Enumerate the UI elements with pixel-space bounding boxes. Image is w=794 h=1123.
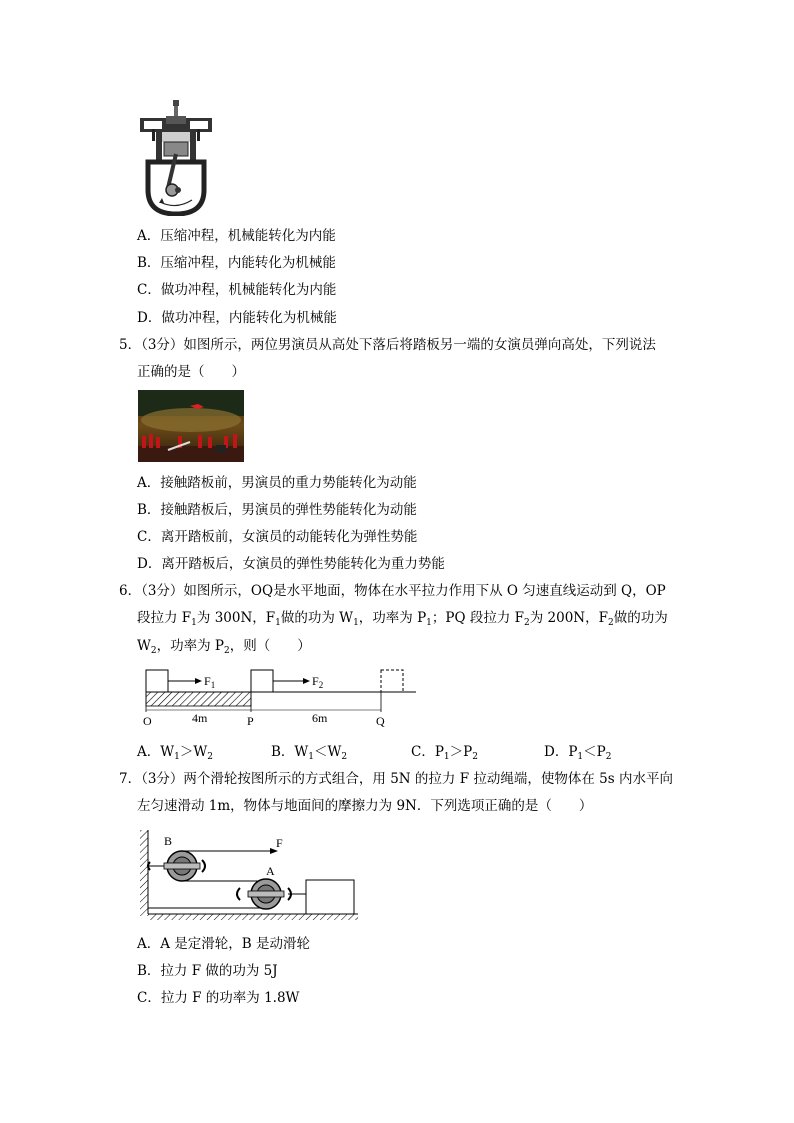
q4-option-b: B．压缩冲程，内能转化为机械能 (137, 255, 336, 271)
q6-label-4m: 4m (192, 711, 208, 725)
q7-option-c: C．拉力 F 的功率为 1.8W (137, 990, 300, 1006)
q6-option-d: D．$P_1<P_2$ (544, 744, 612, 762)
q5-stem-line1: 5．（3分）如图所示，两位男演员从高处下落后将踏板另一端的女演员弹向高处，下列说法 (119, 337, 656, 353)
q6-option-b: B．$W_1<W_2$ (271, 744, 348, 762)
q6-label-6m: 6m (312, 711, 328, 725)
acrobat-photo (138, 390, 244, 462)
q7-label-b: B (164, 834, 173, 848)
q7-stem-line1: 7．（3分）两个滑轮按图所示的方式组合，用 5N 的拉力 F 拉动绳端，使物体在 5s 内水平向 (119, 771, 673, 787)
q7-option-b: B．拉力 F 做的功为 5J (137, 963, 278, 979)
q5-option-d: D．离开踏板后，女演员的弹性势能转化为重力势能 (137, 556, 445, 572)
q5-stem-line2: 正确的是（ ） (137, 364, 245, 380)
q6-label-q: Q (376, 714, 385, 728)
q6-stem-line2: 段拉力 $F_1$为 300N，$F_1$做的功为 $W_1$，功率为 $P_1$；PQ 段拉力 $F_2$为 200N，$F_2$做的功为 (137, 610, 668, 628)
q7-label-a: A (266, 864, 275, 878)
q5-option-a: A．接触踏板前，男演员的重力势能转化为动能 (137, 475, 417, 491)
q6-label-o: O (143, 714, 152, 728)
q7-label-f: F (276, 836, 283, 850)
q7-stem-line2: 左匀速滑动 1m，物体与地面间的摩擦力为 9N．下列选项正确的是（ ） (137, 798, 593, 814)
q6-option-c: C．$P_1>P_2$ (411, 744, 478, 762)
q4-option-a: A．压缩冲程，机械能转化为内能 (137, 228, 336, 244)
q5-option-c: C．离开踏板前，女演员的动能转化为弹性势能 (137, 529, 418, 545)
q7-option-a: A．A 是定滑轮，B 是动滑轮 (137, 936, 311, 952)
q6-option-a: A．$W_1>W_2$ (137, 744, 213, 762)
q4-option-c: C．做功冲程，机械能转化为内能 (137, 282, 337, 298)
q6-label-p: P (247, 714, 254, 728)
q4-option-d: D．做功冲程，内能转化为机械能 (137, 310, 337, 326)
q6-label-f1: $F_1$ (204, 674, 216, 690)
engine-stroke-figure (138, 98, 214, 216)
q6-stem-line1: 6．（3分）如图所示，OQ是水平地面，物体在水平拉力作用下从 O 匀速直线运动到 Q，OP (119, 583, 666, 599)
q5-option-b: B．接触踏板后，男演员的弹性势能转化为动能 (137, 502, 417, 518)
q6-stem-line3: $W_2$，功率为 $P_2$，则（ ） (137, 638, 311, 656)
q6-label-f2: $F_2$ (312, 674, 324, 690)
